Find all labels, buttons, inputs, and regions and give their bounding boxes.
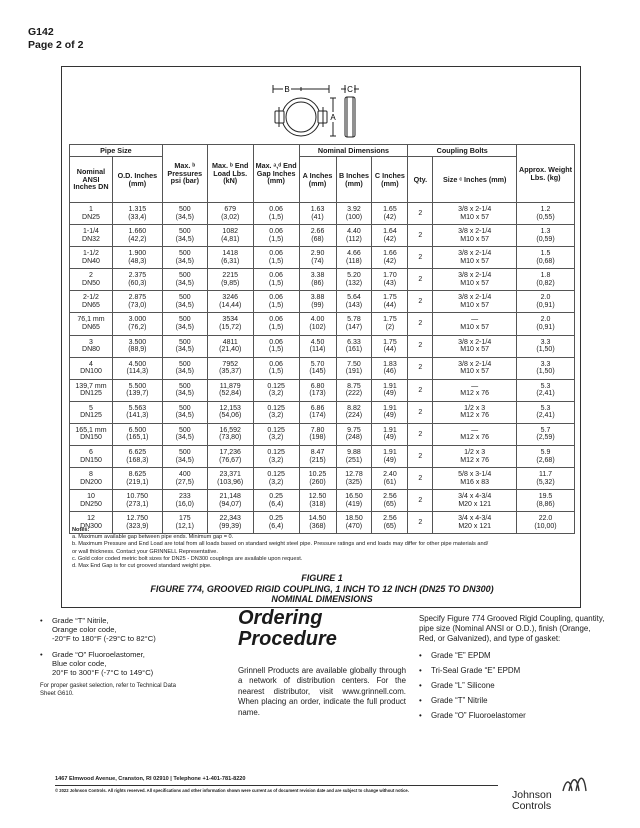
table-cell: 4.40 (112) [336, 225, 372, 247]
table-cell: 1.8 (0,82) [517, 269, 575, 291]
table-cell: 3/4 x 4-3/4 M20 x 121 [433, 490, 517, 512]
table-cell: 23,371 (103,96) [207, 468, 253, 490]
note-c: c. Gold color coded metric bolt sizes for DN25 - DN300 couplings are available upon request. [72, 555, 303, 562]
table-cell: 0.06 (1,5) [253, 247, 299, 269]
table-cell: 16.50 (419) [336, 490, 372, 512]
table-cell: 0.06 (1,5) [253, 313, 299, 335]
table-cell: 6 DN150 [70, 446, 113, 468]
table-row [70, 446, 575, 468]
note-b-line2: or wall thickness. Contact your GRINNELL Representative. [72, 548, 218, 555]
dimension-label-a: A [330, 113, 336, 122]
table-cell: 5.3 (2,41) [517, 379, 575, 401]
col-header-weight: Approx. Weight Lbs. (kg) [517, 145, 575, 203]
table-cell: 3/8 x 2-1/4 M10 x 57 [433, 247, 517, 269]
note-d: d. Max End Gap is for cut grooved standard weight pipe. [72, 563, 212, 570]
table-cell: 1.3 (0,59) [517, 225, 575, 247]
table-cell: 11,879 (52,84) [207, 379, 253, 401]
table-cell: 5.563 (141,3) [112, 401, 162, 423]
table-cell: 8.47 (215) [299, 446, 336, 468]
table-cell: 5.70 (145) [299, 357, 336, 379]
table-cell: 5.64 (143) [336, 291, 372, 313]
table-cell: 4.00 (102) [299, 313, 336, 335]
table-row [70, 291, 575, 313]
dimension-label-b: B [284, 85, 290, 94]
ordering-intro: Specify Figure 774 Grooved Rigid Coupling, quantity, pipe size (Nominal ANSI or O.D.), finish (Orange, Red, or Galvanized), and type of gasket: [419, 614, 605, 644]
group-header-coupling-bolts: Coupling Bolts [408, 145, 517, 157]
table-cell: 8.75 (222) [336, 379, 372, 401]
table-row [70, 490, 575, 512]
figure-caption [62, 573, 582, 605]
table-cell: 5.3 (2,41) [517, 401, 575, 423]
list-item: • Grade “L” Silicone [419, 681, 605, 691]
table-cell: 1.66 (42) [372, 247, 408, 269]
table-cell: 3.500 (88,9) [112, 335, 162, 357]
table-cell: 1.75 (44) [372, 291, 408, 313]
table-cell: 1.5 (0,68) [517, 247, 575, 269]
table-cell: 1.2 (0,55) [517, 203, 575, 225]
table-cell: 3.3 (1,50) [517, 357, 575, 379]
table-cell: 18.50 (470) [336, 512, 372, 534]
table-cell: 2 [408, 490, 433, 512]
table-row [70, 225, 575, 247]
table-cell: 9.75 (248) [336, 423, 372, 445]
table-row [70, 423, 575, 445]
table-cell: 0.125 (3,2) [253, 423, 299, 445]
table-cell: 1.91 (49) [372, 379, 408, 401]
table-cell: 500 (34,5) [162, 203, 207, 225]
table-cell: 3.88 (99) [299, 291, 336, 313]
table-cell: 0.06 (1,5) [253, 269, 299, 291]
table-cell: 12 DN300 [70, 512, 113, 534]
group-header-nominal-dimensions: Nominal Dimensions [299, 145, 408, 157]
table-cell: 12.750 (323,9) [112, 512, 162, 534]
table-cell: 10.750 (273,1) [112, 490, 162, 512]
table-cell: 139,7 mm DN125 [70, 379, 113, 401]
col-header-od: O.D. Inches (mm) [112, 157, 162, 203]
coupling-diagram [265, 75, 369, 143]
table-cell: 6.33 (161) [336, 335, 372, 357]
table-cell: 12,153 (54,06) [207, 401, 253, 423]
note-b-line1: b. Maximum Pressure and End Load are total from all loads based on standard weight steel pipe. Pressure ratings and end loads may differ for other pipe materials and/ [72, 541, 489, 548]
table-row [70, 269, 575, 291]
col-header-max-end-load: Max. ᵇ End Load Lbs. (kN) [207, 145, 253, 203]
document-id: G142 [28, 26, 54, 38]
table-cell: 3/8 x 2-1/4 M10 x 57 [433, 335, 517, 357]
table-cell: 8 DN200 [70, 468, 113, 490]
table-cell: 0.06 (1,5) [253, 203, 299, 225]
table-cell: 4811 (21,40) [207, 335, 253, 357]
ordering-section [238, 608, 406, 718]
table-cell: 7952 (35,37) [207, 357, 253, 379]
logo-swirl-icon [560, 773, 590, 793]
table-row [70, 247, 575, 269]
table-cell: 9.88 (251) [336, 446, 372, 468]
table-cell: 7.50 (191) [336, 357, 372, 379]
table-cell: 3.38 (86) [299, 269, 336, 291]
table-cell: 6.86 (174) [299, 401, 336, 423]
col-header-dim-a: A Inches (mm) [299, 157, 336, 203]
table-cell: 1.900 (48,3) [112, 247, 162, 269]
col-header-dim-b: B Inches (mm) [336, 157, 372, 203]
col-header-dim-c: C Inches (mm) [372, 157, 408, 203]
table-cell: 400 (27,5) [162, 468, 207, 490]
table-cell: 500 (34,5) [162, 357, 207, 379]
gasket-grades-continued [40, 616, 220, 698]
caption-figure-number: FIGURE 1 [301, 573, 343, 583]
table-cell: 233 (16,0) [162, 490, 207, 512]
table-cell: 2 [408, 291, 433, 313]
table-cell: 1.75 (44) [372, 335, 408, 357]
table-cell: — M10 x 57 [433, 313, 517, 335]
col-header-max-end-gap: Max. ᵃ,ᵈ End Gap Inches (mm) [253, 145, 299, 203]
table-cell: 1.315 (33,4) [112, 203, 162, 225]
table-cell: 5.7 (2,59) [517, 423, 575, 445]
table-cell: 0.25 (6,4) [253, 512, 299, 534]
footer-copyright: © 2022 Johnson Controls. All rights reserved. All specifications and other information shown were current as of document revision date and are subject to change without notice. [55, 788, 409, 793]
col-header-nominal: Nominal ANSI Inches DN [70, 157, 113, 203]
table-cell: 11.7 (5,32) [517, 468, 575, 490]
table-cell: 6.625 (168,3) [112, 446, 162, 468]
dimension-label-c: C [347, 85, 353, 94]
table-cell: 0.125 (3,2) [253, 468, 299, 490]
table-cell: 500 (34,5) [162, 247, 207, 269]
list-item: • Grade “O” Fluoroelastomer [419, 711, 605, 721]
table-cell: 10 DN250 [70, 490, 113, 512]
table-cell: 1.75 (2) [372, 313, 408, 335]
table-cell: 165,1 mm DN150 [70, 423, 113, 445]
list-item: • Tri-Seal Grade “E” EPDM [419, 666, 605, 676]
table-cell: 1.70 (43) [372, 269, 408, 291]
table-cell: 16,592 (73,80) [207, 423, 253, 445]
table-cell: 2.875 (73,0) [112, 291, 162, 313]
table-cell: 0.125 (3,2) [253, 446, 299, 468]
table-cell: 2.56 (65) [372, 512, 408, 534]
table-body [70, 203, 575, 534]
figure-frame [61, 66, 581, 608]
table-cell: 3.3 (1,50) [517, 335, 575, 357]
table-row [70, 401, 575, 423]
table-cell: 6.500 (165,1) [112, 423, 162, 445]
table-cell: 2-1/2 DN65 [70, 291, 113, 313]
list-item: • Grade “T” Nitrile, Orange color code, -20°F to 180°F (-29°C to 82°C) [40, 616, 220, 644]
table-cell: 4 DN100 [70, 357, 113, 379]
table-cell: 3/8 x 2-1/4 M10 x 57 [433, 291, 517, 313]
table-cell: 3/8 x 2-1/4 M10 x 57 [433, 203, 517, 225]
col-header-qty: Qty. [408, 157, 433, 203]
table-cell: 22,343 (99,39) [207, 512, 253, 534]
footer-divider [55, 785, 498, 786]
note-a: a. Maximum available gap between pipe ends. Minimum gap = 0. [72, 534, 234, 541]
gasket-selection-note: For proper gasket selection, refer to Technical Data Sheet G610. [40, 683, 176, 697]
table-cell: 3534 (15,72) [207, 313, 253, 335]
table-cell: 500 (34,5) [162, 401, 207, 423]
table-cell: 8.625 (219,1) [112, 468, 162, 490]
table-cell: — M12 x 76 [433, 423, 517, 445]
table-cell: 0.06 (1,5) [253, 291, 299, 313]
table-cell: 2.375 (60,3) [112, 269, 162, 291]
table-cell: 0.06 (1,5) [253, 225, 299, 247]
table-cell: 0.125 (3,2) [253, 401, 299, 423]
table-cell: 5.9 (2,68) [517, 446, 575, 468]
ordering-body: Grinnell Products are available globally through a network of distribution centers. For the nearest distributor, visit www.grinnell.com. When placing an order, indicate the full product name. [238, 666, 406, 717]
table-cell: — M12 x 76 [433, 379, 517, 401]
table-cell: 14.50 (368) [299, 512, 336, 534]
table-cell: 17,236 (76,67) [207, 446, 253, 468]
table-cell: 5.20 (132) [336, 269, 372, 291]
table-cell: 21,148 (94,07) [207, 490, 253, 512]
list-item: • Grade “E” EPDM [419, 651, 605, 661]
table-cell: 2 [408, 313, 433, 335]
table-cell: 2.66 (68) [299, 225, 336, 247]
table-cell: 4.66 (118) [336, 247, 372, 269]
table-cell: 19.5 (8,86) [517, 490, 575, 512]
table-cell: 4.500 (114,3) [112, 357, 162, 379]
table-cell: 5.78 (147) [336, 313, 372, 335]
johnson-controls-logo [512, 773, 612, 817]
table-cell: 1.65 (42) [372, 203, 408, 225]
table-cell: 2 [408, 357, 433, 379]
ordering-specification [419, 614, 605, 727]
notes-title: Notes: [72, 527, 90, 533]
table-cell: 3.92 (100) [336, 203, 372, 225]
table-cell: 2 [408, 335, 433, 357]
table-cell: 2.0 (0,91) [517, 313, 575, 335]
table-cell: 5.500 (139,7) [112, 379, 162, 401]
table-row [70, 203, 575, 225]
table-cell: 5/8 x 3-1/4 M16 x 83 [433, 468, 517, 490]
table-cell: 1.63 (41) [299, 203, 336, 225]
table-cell: 1/2 x 3 M12 x 76 [433, 401, 517, 423]
table-cell: 500 (34,5) [162, 313, 207, 335]
table-cell: 3/8 x 2-1/4 M10 x 57 [433, 269, 517, 291]
table-cell: 1 DN25 [70, 203, 113, 225]
col-header-max-pressure: Max. ᵇ Pressures psi (bar) [162, 145, 207, 203]
table-cell: 0.125 (3,2) [253, 379, 299, 401]
table-cell: 0.06 (1,5) [253, 335, 299, 357]
table-cell: 1.64 (42) [372, 225, 408, 247]
table-cell: 3/4 x 4-3/4 M20 x 121 [433, 512, 517, 534]
table-cell: 1/2 x 3 M12 x 76 [433, 446, 517, 468]
table-cell: 76,1 mm DN65 [70, 313, 113, 335]
table-cell: 1.91 (49) [372, 423, 408, 445]
table-cell: 679 (3,02) [207, 203, 253, 225]
dimensions-table [69, 144, 575, 534]
table-cell: 1082 (4,81) [207, 225, 253, 247]
table-row [70, 335, 575, 357]
table-cell: 1.91 (49) [372, 446, 408, 468]
table-row [70, 468, 575, 490]
table-row [70, 379, 575, 401]
table-cell: 12.50 (318) [299, 490, 336, 512]
page-number: Page 2 of 2 [28, 39, 84, 51]
table-cell: 2.90 (74) [299, 247, 336, 269]
table-cell: 1-1/2 DN40 [70, 247, 113, 269]
col-header-bolt-size: Size ᶜ Inches (mm) [433, 157, 517, 203]
table-cell: 3/8 x 2-1/4 M10 x 57 [433, 225, 517, 247]
table-notes [72, 527, 577, 570]
table-cell: 2.56 (65) [372, 490, 408, 512]
footer-address: 1467 Elmwood Avenue, Cranston, RI 02910 | Telephone +1-401-781-8220 [55, 776, 246, 782]
table-cell: 3.000 (76,2) [112, 313, 162, 335]
table-cell: 3/8 x 2-1/4 M10 x 57 [433, 357, 517, 379]
table-cell: 2.40 (61) [372, 468, 408, 490]
table-cell: 500 (34,5) [162, 423, 207, 445]
table-cell: 2 [408, 203, 433, 225]
table-cell: 8.82 (224) [336, 401, 372, 423]
list-item: • Grade “O” Fluoroelastomer, Blue color code, 20°F to 300°F (-7°C to 149°C) [40, 650, 220, 678]
table-cell: 2 [408, 269, 433, 291]
table-cell: 3 DN80 [70, 335, 113, 357]
table-cell: 2 DN50 [70, 269, 113, 291]
table-cell: 6.80 (173) [299, 379, 336, 401]
table-cell: 2 [408, 379, 433, 401]
table-cell: 1.91 (49) [372, 401, 408, 423]
table-cell: 500 (34,5) [162, 446, 207, 468]
table-cell: 10.25 (260) [299, 468, 336, 490]
table-cell: 2 [408, 468, 433, 490]
table-cell: 0.06 (1,5) [253, 357, 299, 379]
table-cell: 175 (12,1) [162, 512, 207, 534]
table-cell: 500 (34,5) [162, 335, 207, 357]
table-cell: 1-1/4 DN32 [70, 225, 113, 247]
table-cell: 2 [408, 247, 433, 269]
table-cell: 5 DN125 [70, 401, 113, 423]
logo-text: Johnson Controls [512, 789, 552, 812]
table-cell: 500 (34,5) [162, 225, 207, 247]
table-cell: 500 (34,5) [162, 379, 207, 401]
table-cell: 2 [408, 423, 433, 445]
table-cell: 2 [408, 512, 433, 534]
table-cell: 1.83 (46) [372, 357, 408, 379]
table-cell: 12.78 (325) [336, 468, 372, 490]
table-row [70, 357, 575, 379]
table-row [70, 313, 575, 335]
caption-subtitle: NOMINAL DIMENSIONS [271, 594, 373, 604]
ordering-heading: Ordering Procedure [238, 607, 337, 650]
table-cell: 500 (34,5) [162, 291, 207, 313]
page-header [28, 26, 83, 52]
table-cell: 500 (34,5) [162, 269, 207, 291]
table-cell: 1.660 (42,2) [112, 225, 162, 247]
table-cell: 7.80 (198) [299, 423, 336, 445]
table-cell: 22.0 (10,00) [517, 512, 575, 534]
table-cell: 2.0 (0,91) [517, 291, 575, 313]
table-cell: 2215 (9,85) [207, 269, 253, 291]
table-cell: 2 [408, 225, 433, 247]
table-cell: 0.25 (6,4) [253, 490, 299, 512]
caption-title: FIGURE 774, GROOVED RIGID COUPLING, 1 INCH TO 12 INCH (DN25 TO DN300) [150, 583, 494, 594]
list-item: • Grade “T” Nitrile [419, 696, 605, 706]
table-cell: 4.50 (114) [299, 335, 336, 357]
table-cell: 1418 (6,31) [207, 247, 253, 269]
table-cell: 2 [408, 401, 433, 423]
table-cell: 3246 (14,44) [207, 291, 253, 313]
table-cell: 2 [408, 446, 433, 468]
group-header-pipe-size: Pipe Size [70, 145, 163, 157]
